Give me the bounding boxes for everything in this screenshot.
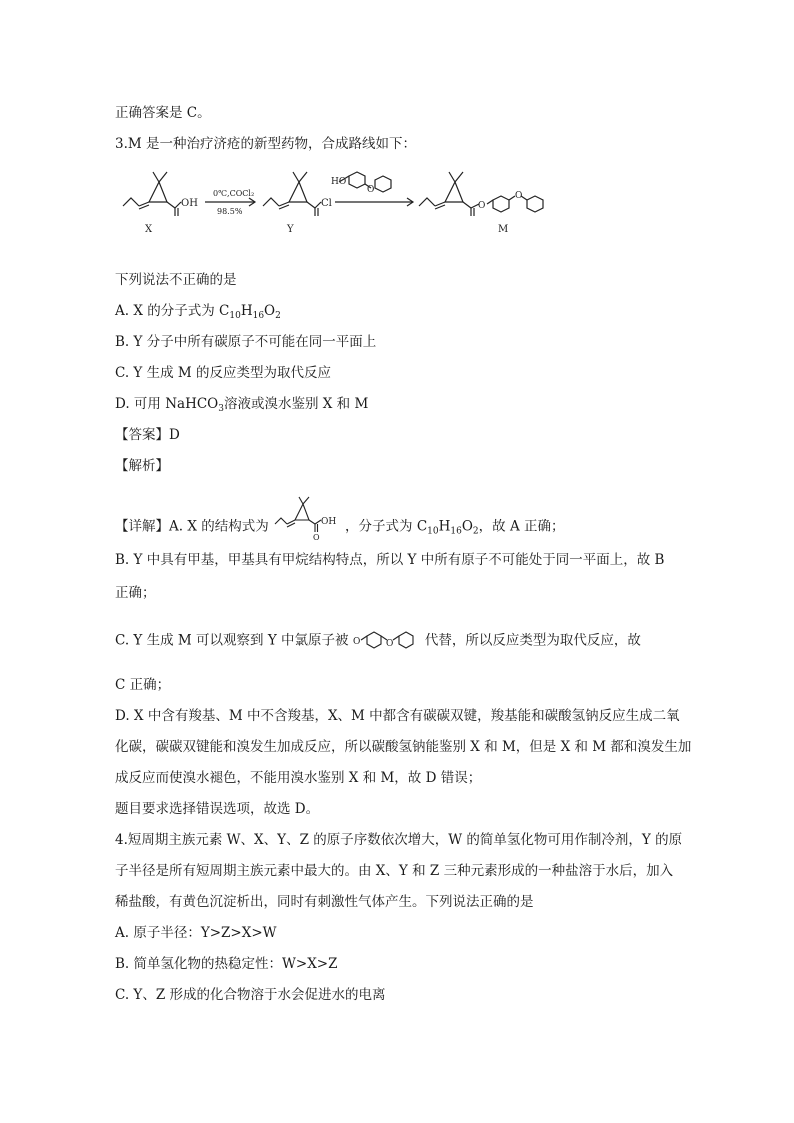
svg-text:X: X: [145, 224, 153, 235]
q3-detail-b-line1: B. Y 中具有甲基，甲基具有甲烷结构特点，所以 Y 中所有原子不可能处于同一平面上，故 B: [115, 552, 665, 568]
q4-stem-line1: 4.短周期主族元素 W、X、Y、Z 的原子序数依次增大，W 的简单氢化物可用作制冷剂，Y 的原: [115, 832, 683, 848]
q3-prompt: 下列说法不正确的是: [115, 272, 237, 288]
q3-option-d: D. 可用 NaHCO$_3$溶液或溴水鉴别 X 和 M: [115, 396, 369, 414]
svg-text:HO: HO: [331, 177, 347, 187]
svg-text:O: O: [313, 533, 320, 540]
q3-detail-d-line1: D. X 中含有羧基、M 中不含羧基，X、M 中都含有碳碳双键，羧基能和碳酸氢钠反应生成二氧: [115, 708, 680, 724]
q4-option-a: A. 原子半径：Y>Z>X>W: [115, 925, 277, 941]
svg-text:O: O: [515, 191, 523, 201]
q3-stem: 3.M 是一种治疗济疮的新型药物，合成路线如下：: [115, 136, 416, 152]
q4-option-b: B. 简单氢化物的热稳定性：W>X>Z: [115, 956, 338, 972]
q2-answer-line: 正确答案是 C。: [115, 105, 211, 121]
q4-stem-line3: 稀盐酸，有黄色沉淀析出，同时有刺激性气体产生。下列说法正确的是: [115, 894, 534, 910]
svg-text:0℃,COCl₂: 0℃,COCl₂: [213, 189, 255, 198]
q3-option-b: B. Y 分子中所有碳原子不可能在同一平面上: [115, 334, 377, 350]
svg-text:O: O: [385, 639, 394, 649]
q4-option-c: C. Y、Z 形成的化合物溶于水会促进水的电离: [115, 987, 386, 1003]
q3-detail-a: 【详解】A. X 的结构式为 O OH ，分子式为 $C_{10}H_{16}O_2$，故 A 正确；: [115, 496, 685, 540]
svg-text:Cl: Cl: [321, 198, 332, 209]
svg-text:O: O: [367, 185, 375, 195]
svg-text:O: O: [478, 201, 486, 211]
q3-detail-d-line3: 成反应而使溴水褪色，不能用溴水鉴别 X 和 M，故 D 错误；: [115, 770, 482, 786]
q3-detail-d-line2: 化碳，碳碳双键能和溴发生加成反应，所以碳酸氢钠能鉴别 X 和 M，但是 X 和 M 都和溴发生加: [115, 739, 692, 755]
q3-detail-b-line2: 正确；: [115, 585, 156, 601]
q3-detail-c-line2: C 正确；: [115, 677, 171, 693]
benzyloxy-group-inline: [353, 620, 425, 662]
q3-analysis-heading: 【解析】: [115, 458, 169, 474]
q3-conclusion: 题目要求选择错误选项，故选 D。: [115, 801, 320, 817]
svg-text:OH: OH: [321, 517, 337, 527]
q3-option-a: A. X 的分子式为 $C_{10}H_{16}O_2$: [115, 303, 281, 321]
svg-text:OH: OH: [181, 198, 198, 209]
q4-stem-line2: 子半径是所有短周期主族元素中最大的。由 X、Y 和 Z 三种元素形成的一种盐溶于水后，加入: [115, 863, 674, 879]
synthesis-scheme: [115, 168, 555, 240]
q3-detail-c: C. Y 生成 M 可以观察到 Y 中氯原子被 O O 代替，所以反应类型为取代反应，故: [115, 620, 685, 652]
q3-option-c: C. Y 生成 M 的反应类型为取代反应: [115, 365, 332, 381]
x-structure-inline: [273, 496, 345, 558]
svg-text:M: M: [498, 224, 509, 235]
svg-text:O: O: [352, 637, 361, 647]
q3-answer: 【答案】D: [115, 427, 180, 443]
svg-text:98.5%: 98.5%: [217, 207, 243, 216]
svg-text:Y: Y: [287, 224, 294, 235]
